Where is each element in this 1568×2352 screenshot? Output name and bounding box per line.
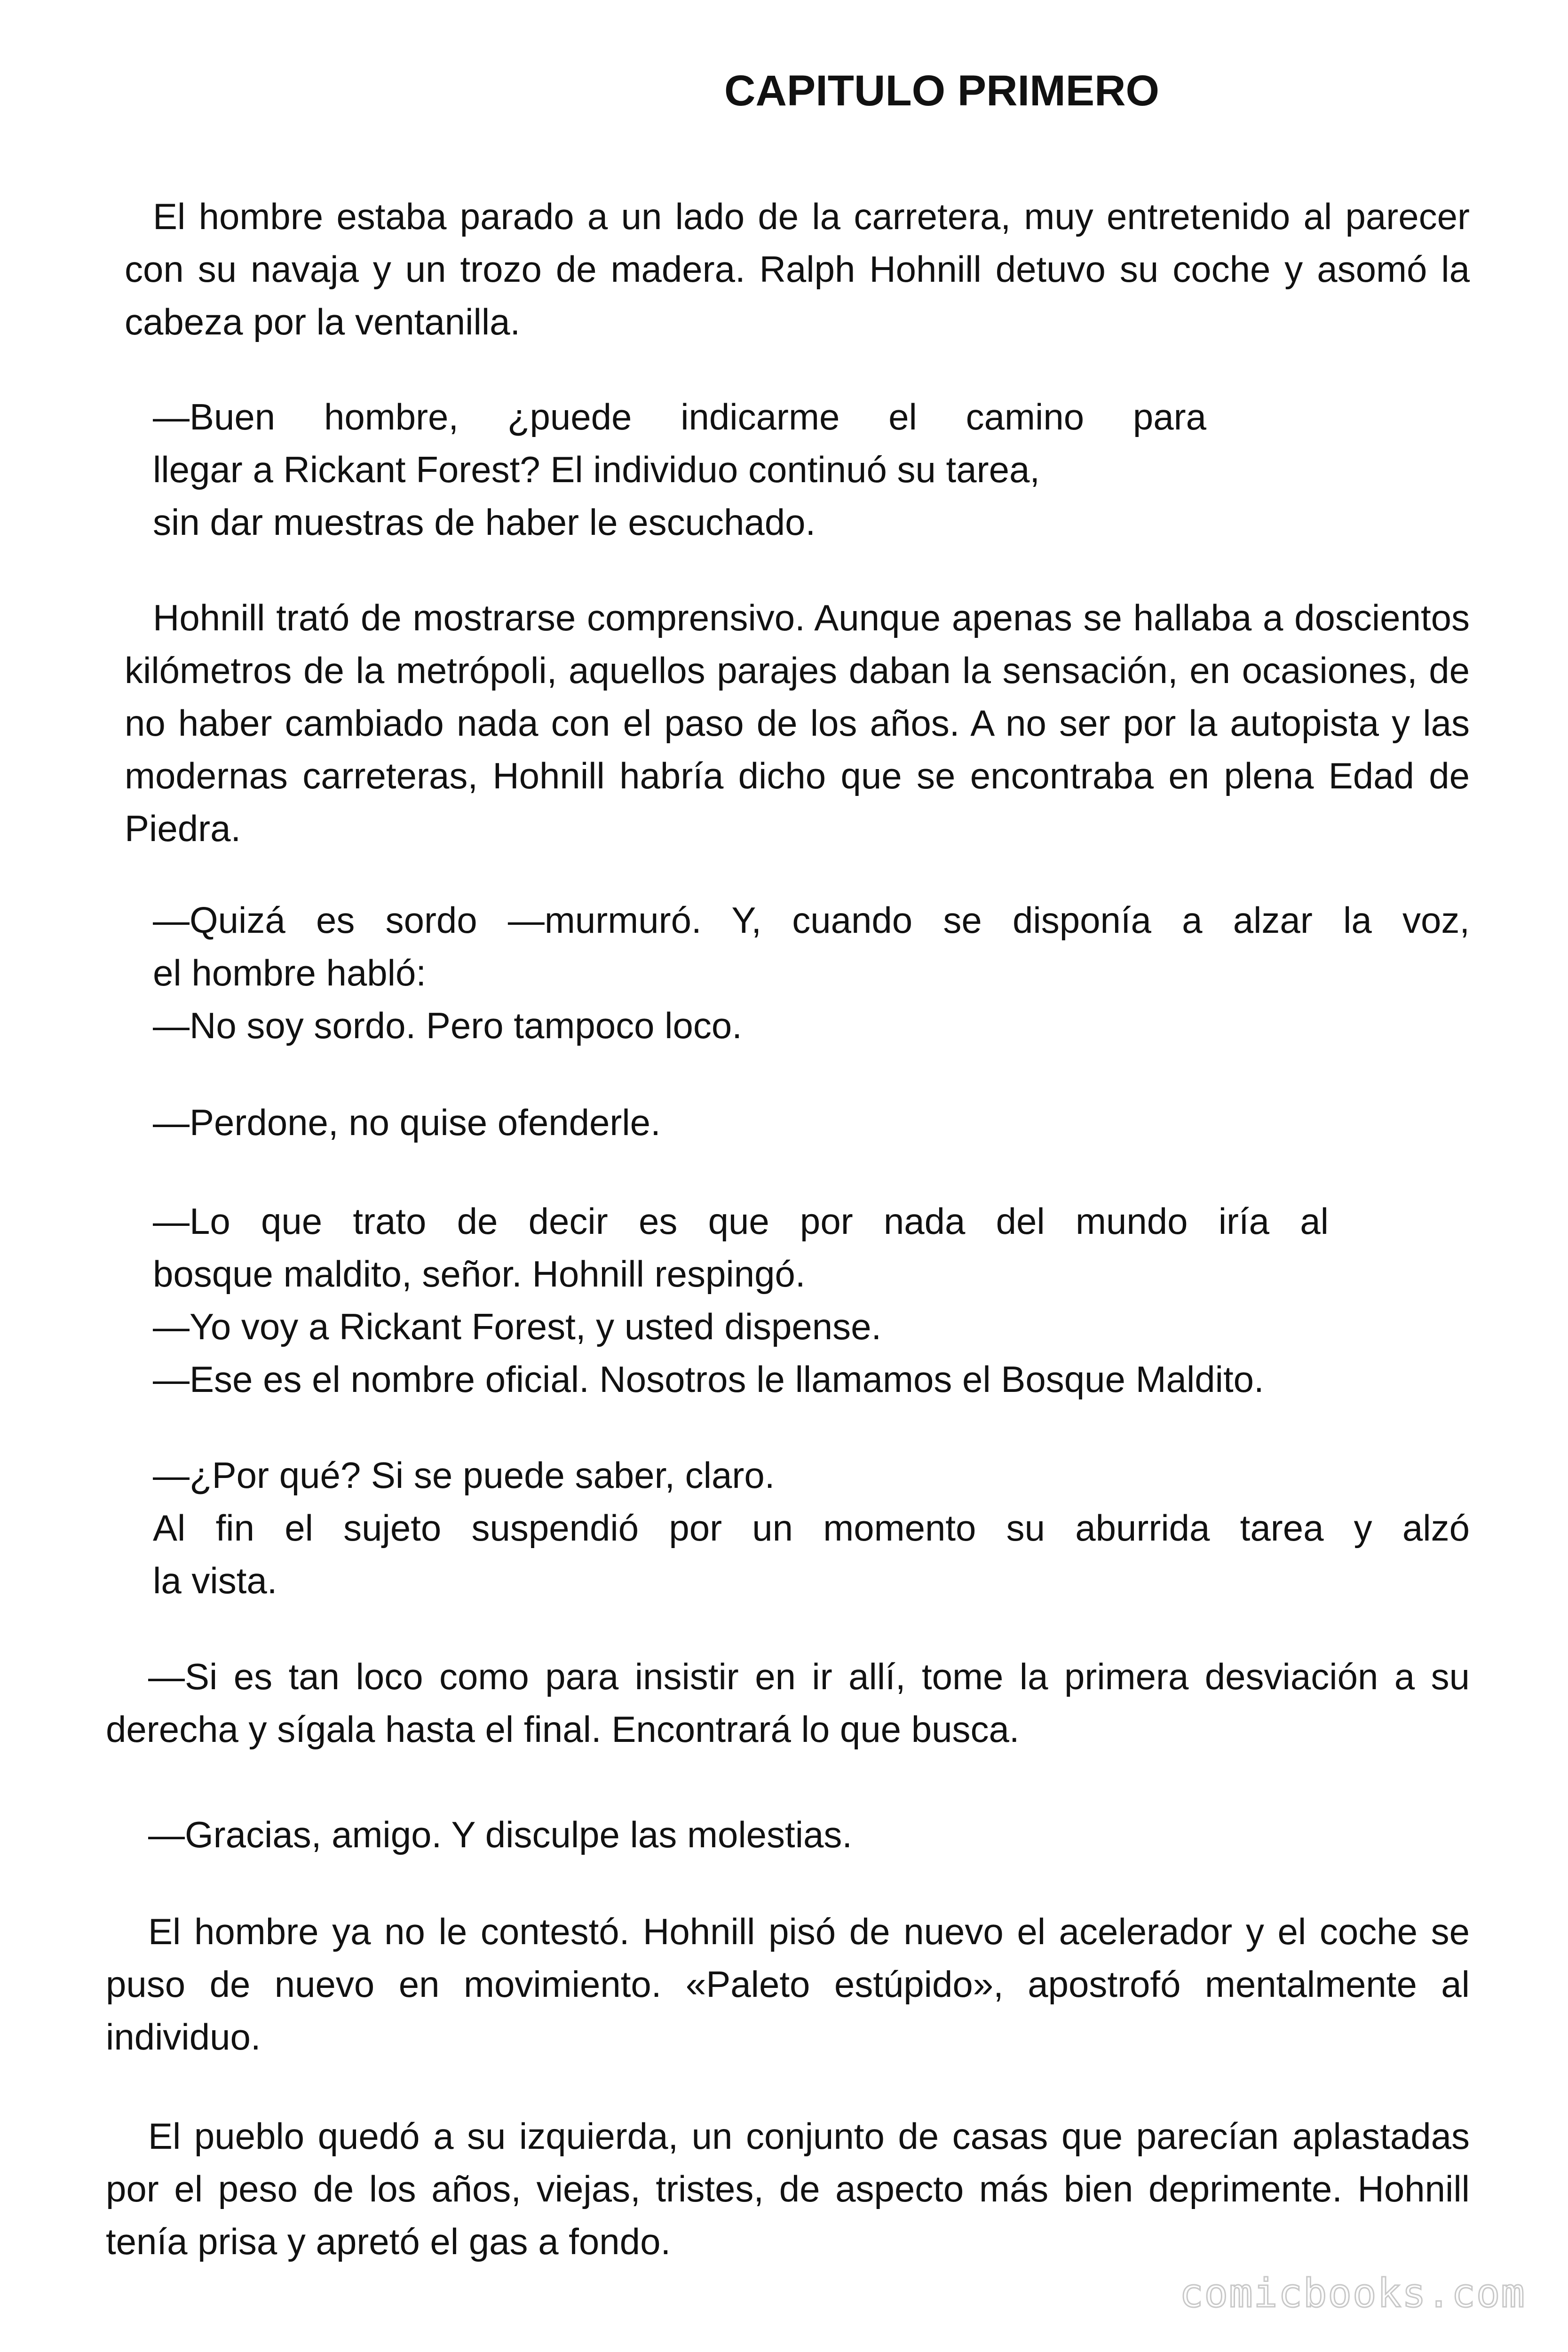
dialogue-5-line-3: la vista. [153,1560,277,1601]
dialogue-6-line: —Gracias, amigo. Y disculpe las molestias. [148,1814,853,1855]
chapter-title: CAPITULO PRIMERO [724,67,1160,115]
dialogue-5-line-2: Al fin el sujeto suspendió por un momento su aburrida tarea y alzó [153,1507,1470,1549]
dialogue-1-line-3: sin dar muestras de haber le escuchado. [153,501,816,543]
paragraph-2: Hohnill trató de mostrarse comprensivo. Aunque apenas se hallaba a doscientos kilómetros de la metrópoli, aquellos parajes daban la sensación, en ocasiones, de no haber cambiado nada con el paso de los años. A no ser por la autopista y las modernas carreteras, Hohnill habría dicho que se encontraba en plena Edad de Piedra. [125,597,1470,849]
dialogue-1-line-1: —Buen hombre, ¿puede indicarme el camino para [153,396,1206,437]
watermark: comicbooks.com [1179,2270,1526,2316]
dialogue-2-line-3: —No soy sordo. Pero tampoco loco. [153,1005,742,1046]
dialogue-4-line-1: —Lo que trato de decir es que por nada del mundo iría al [153,1200,1329,1242]
paragraph-1: El hombre estaba parado a un lado de la carretera, muy entretenido al parecer con su navaja y un trozo de madera. Ralph Hohnill detuvo su coche y asomó la cabeza por la ventanilla. [125,196,1470,342]
paragraph-3: El hombre ya no le contestó. Hohnill pisó de nuevo el acelerador y el coche se puso de nuevo en movimiento. «Paleto estúpido», apostrofó mentalmente al individuo. [106,1911,1470,2058]
dialogue-1-line-2: llegar a Rickant Forest? El individuo continuó su tarea, [153,449,1040,490]
dialogue-5-line-1: —¿Por qué? Si se puede saber, claro. [153,1454,775,1496]
dialogue-6-paragraph: —Si es tan loco como para insistir en ir allí, tome la primera desviación a su derecha y sígala hasta el final. Encontrará lo que busca. [106,1656,1470,1750]
dialogue-4-line-2: bosque maldito, señor. Hohnill respingó. [153,1253,806,1295]
paragraph-4: El pueblo quedó a su izquierda, un conjunto de casas que parecían aplastadas por el peso de los años, viejas, tristes, de aspecto más bien deprimente. Hohnill tenía prisa y apretó el gas a fondo. [106,2115,1470,2262]
dialogue-4-line-3: —Yo voy a Rickant Forest, y usted dispense. [153,1306,882,1347]
dialogue-4-line-4: —Ese es el nombre oficial. Nosotros le llamamos el Bosque Maldito. [153,1359,1264,1400]
dialogue-2-line-1: —Quizá es sordo —murmuró. Y, cuando se disponía a alzar la voz, [153,899,1470,941]
dialogue-3: —Perdone, no quise ofenderle. [153,1102,661,1143]
dialogue-2-line-2: el hombre habló: [153,952,427,993]
